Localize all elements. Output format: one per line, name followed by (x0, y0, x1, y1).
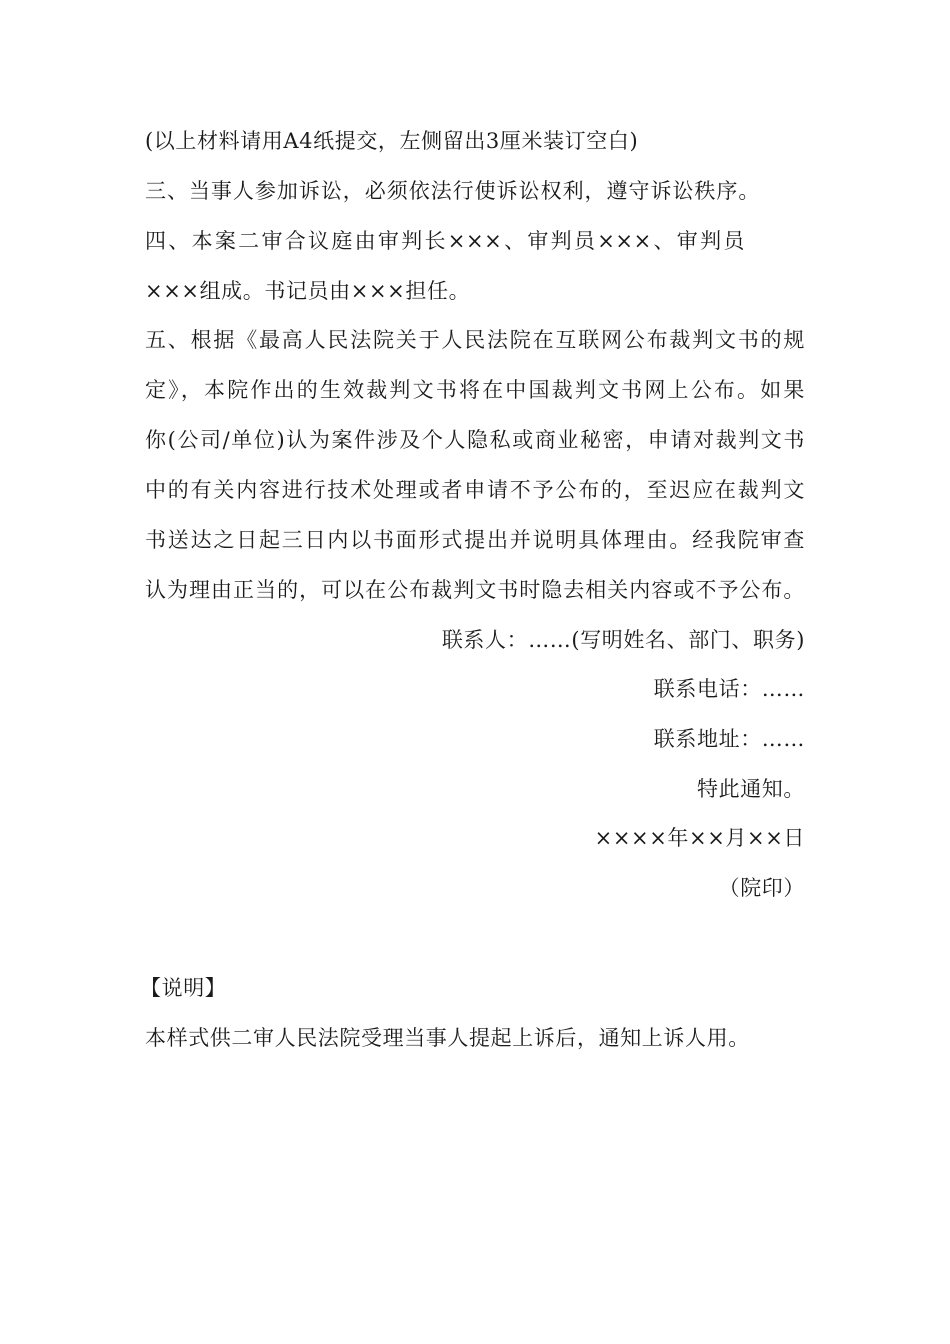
document-date: ××××年××月××日 (594, 826, 805, 850)
explanation-text: 本样式供二审人民法院受理当事人提起上诉后，通知上诉人用。 (145, 1026, 750, 1050)
item-5-line-4: 中的有关内容进行技术处理或者申请不予公布的，至迟应在裁判文 (145, 478, 805, 502)
contact-phone: 联系电话：…… (653, 677, 805, 701)
contact-person: 联系人：……(写明姓名、部门、职务) (441, 628, 805, 652)
closing-text: 特此通知。 (697, 777, 805, 801)
item-4-line-1: 四、本案二审合议庭由审判长×××、审判员×××、审判员 (145, 229, 745, 253)
court-seal: （院印） (718, 876, 805, 900)
item-5-line-3: 你(公司/单位)认为案件涉及个人隐私或商业秘密，申请对裁判文书 (145, 428, 805, 452)
materials-note: (以上材料请用A4纸提交，左侧留出3厘米装订空白) (145, 129, 639, 153)
item-5-line-2: 定》，本院作出的生效裁判文书将在中国裁判文书网上公布。如果 (145, 378, 805, 402)
item-5-line-5: 书送达之日起三日内以书面形式提出并说明具体理由。经我院审查 (145, 528, 805, 552)
item-5-line-1: 五、根据《最高人民法院关于人民法院在互联网公布裁判文书的规 (145, 328, 805, 352)
item-4-line-2: ×××组成。书记员由×××担任。 (145, 279, 471, 303)
contact-address: 联系地址：…… (653, 727, 805, 751)
item-5-line-6: 认为理由正当的，可以在公布裁判文书时隐去相关内容或不予公布。 (145, 578, 805, 602)
explanation-heading: 【说明】 (140, 976, 227, 1000)
item-3: 三、当事人参加诉讼，必须依法行使诉讼权利，遵守诉讼秩序。 (145, 179, 760, 203)
